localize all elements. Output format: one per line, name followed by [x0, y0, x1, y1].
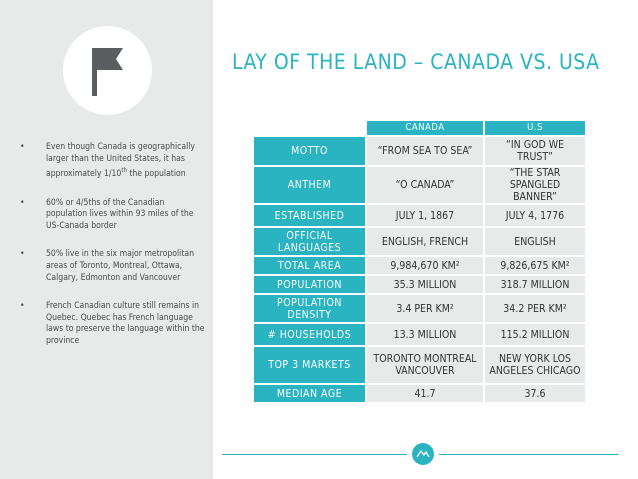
cell-us: NEW YORK LOS ANGELES CHICAGO — [485, 347, 585, 383]
bullet-item — [20, 142, 206, 181]
mountain-logo-icon — [412, 443, 434, 465]
cell-canada: ENGLISH, FRENCH — [367, 228, 483, 255]
row-label: TOTAL AREA — [254, 257, 365, 274]
row-label: # HOUSEHOLDS — [254, 324, 365, 345]
cell-canada: 35.3 MILLION — [367, 276, 483, 293]
cell-us: 37.6 — [485, 385, 585, 402]
footer-divider-left — [222, 454, 407, 455]
cell-canada: 41.7 — [367, 385, 483, 402]
footer-logo — [412, 443, 434, 465]
cell-canada: TORONTO MONTREAL VANCOUVER — [367, 347, 483, 383]
bullet-list — [20, 142, 206, 365]
bullet-item — [20, 198, 206, 233]
bullet-text: French Canadian culture still remains in Quebec. Quebec has French language laws to preserve the language within the province — [46, 301, 205, 346]
table-row — [254, 205, 585, 226]
bullet-item — [20, 249, 206, 284]
row-label: POPULATION DENSITY — [254, 295, 365, 322]
sidebar — [0, 0, 213, 479]
column-header-us: U.S — [485, 121, 585, 135]
bullet-text: Even though Canada is geographically larger than the United States, it has approximately 1/10 — [46, 142, 195, 180]
bullet-text: 60% or 4/5ths of the Canadian population lives within 93 miles of the US-Canada border — [46, 197, 194, 231]
table-row — [254, 324, 585, 345]
footer-divider-right — [439, 454, 619, 455]
row-label: ANTHEM — [254, 167, 365, 203]
bullet-item — [20, 301, 206, 347]
flag-badge — [63, 26, 152, 115]
cell-us: 9,826,675 KM² — [485, 257, 585, 274]
comparison-table — [252, 119, 587, 404]
row-label: ESTABLISHED — [254, 205, 365, 226]
table-row — [254, 137, 585, 165]
table-row — [254, 276, 585, 293]
row-label: MEDIAN AGE — [254, 385, 365, 402]
table-header-row — [254, 121, 585, 135]
cell-canada: 13.3 MILLION — [367, 324, 483, 345]
row-label: OFFICIAL LANGUAGES — [254, 228, 365, 255]
bullet-text: 50% live in the six major metropolitan areas of Toronto, Montreal, Ottawa, Calgary, Edmonton and Vancouver — [46, 249, 194, 283]
cell-canada: JULY 1, 1867 — [367, 205, 483, 226]
cell-us: “IN GOD WE TRUST” — [485, 137, 585, 165]
flag-icon — [63, 26, 152, 115]
row-label: MOTTO — [254, 137, 365, 165]
cell-us: “THE STAR SPANGLED BANNER” — [485, 167, 585, 203]
cell-canada: 9,984,670 KM² — [367, 257, 483, 274]
bullet-superscript: th — [121, 167, 127, 175]
column-header-canada: CANADA — [367, 121, 483, 135]
table-row — [254, 347, 585, 383]
table-row — [254, 228, 585, 255]
row-label: TOP 3 MARKETS — [254, 347, 365, 383]
cell-canada: “FROM SEA TO SEA” — [367, 137, 483, 165]
cell-us: 115.2 MILLION — [485, 324, 585, 345]
page-title: LAY OF THE LAND – CANADA VS. USA — [232, 50, 600, 74]
cell-us: 318.7 MILLION — [485, 276, 585, 293]
table-row — [254, 295, 585, 322]
table-row — [254, 167, 585, 203]
table-row — [254, 257, 585, 274]
cell-canada: “O CANADA” — [367, 167, 483, 203]
bullet-text-tail: the population — [126, 169, 186, 180]
cell-us: ENGLISH — [485, 228, 585, 255]
cell-us: 34.2 PER KM² — [485, 295, 585, 322]
table-corner — [254, 121, 365, 135]
row-label: POPULATION — [254, 276, 365, 293]
table-row — [254, 385, 585, 402]
cell-us: JULY 4, 1776 — [485, 205, 585, 226]
cell-canada: 3.4 PER KM² — [367, 295, 483, 322]
